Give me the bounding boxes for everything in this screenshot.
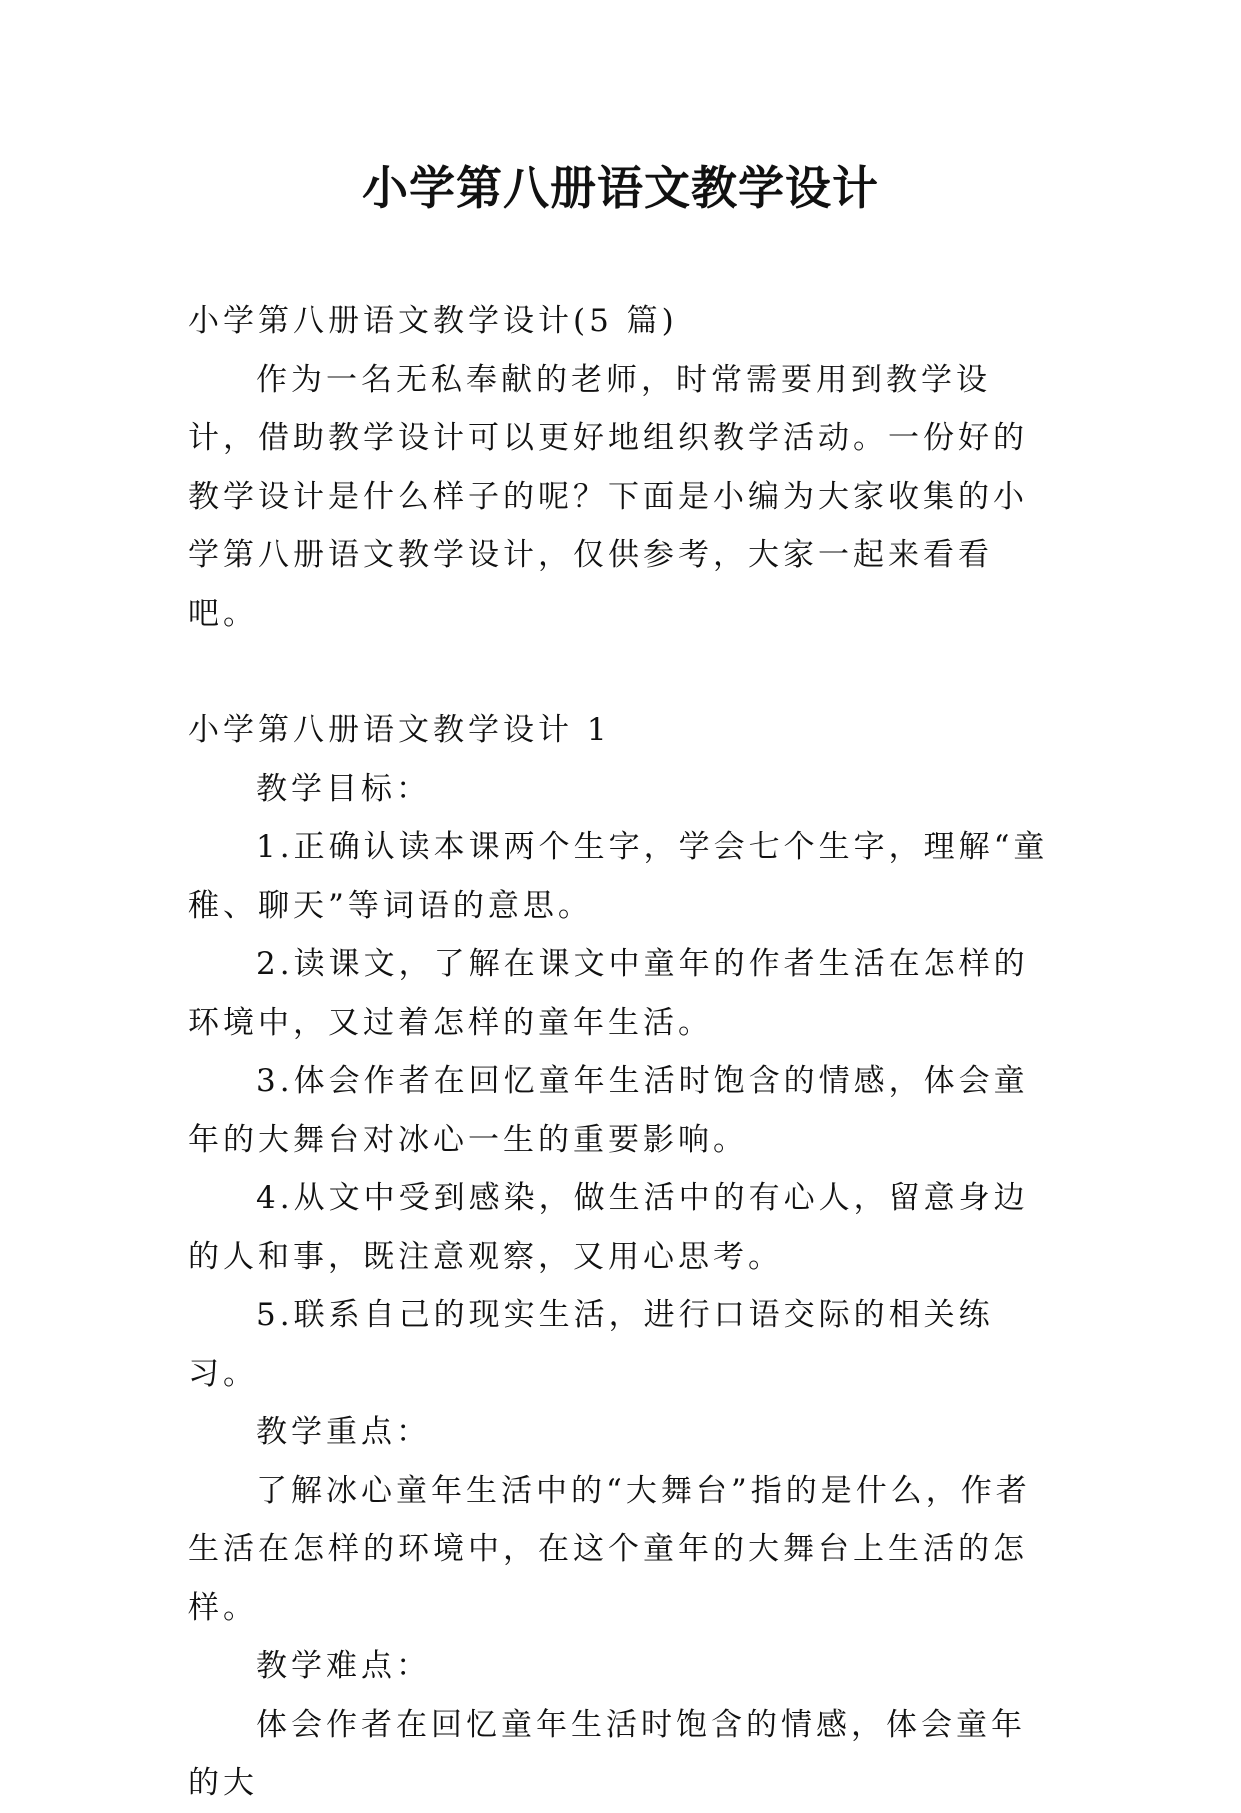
section-heading: 小学第八册语文教学设计 1 <box>188 712 611 748</box>
intro-paragraph: 作为一名无私奉献的老师，时常需要用到教学设计，借助教学设计可以更好地组织教学活动。一份好的教学设计是什么样子的呢？下面是小编为大家收集的小学第八册语文教学设计，仅供参考，大家一起来看看吧。 <box>188 361 1028 632</box>
goal-item-4: 4.从文中受到感染，做生活中的有心人，留意身边的人和事，既注意观察，又用心思考。 <box>188 1180 1029 1275</box>
key-points-paragraph: 了解冰心童年生活中的“大舞台”指的是什么，作者生活在怎样的环境中，在这个童年的大舞台上生活的怎样。 <box>188 1472 1031 1626</box>
difficulty-paragraph: 体会作者在回忆童年生活时饱含的情感，体会童年的大 <box>188 1706 1026 1801</box>
goal-item-2: 2.读课文，了解在课文中童年的作者生活在怎样的环境中，又过着怎样的童年生活。 <box>188 946 1029 1041</box>
document-title: 小学第八册语文教学设计 <box>362 161 879 215</box>
document-subtitle: 小学第八册语文教学设计(5 篇) <box>188 303 678 339</box>
goal-item-3: 3.体会作者在回忆童年生活时饱含的情感，体会童年的大舞台对冰心一生的重要影响。 <box>188 1063 1029 1158</box>
section-spacer <box>188 643 1052 701</box>
key-points-heading: 教学重点： <box>256 1414 431 1450</box>
goal-item-5: 5.联系自己的现实生活，进行口语交际的相关练习。 <box>188 1297 994 1392</box>
document-body <box>188 292 1052 1813</box>
goals-heading: 教学目标： <box>256 770 431 807</box>
difficulty-heading: 教学难点： <box>256 1648 431 1684</box>
goal-item-1: 1.正确认读本课两个生字，学会七个生字，理解“童稚、聊天”等词语的意思。 <box>188 829 1049 924</box>
